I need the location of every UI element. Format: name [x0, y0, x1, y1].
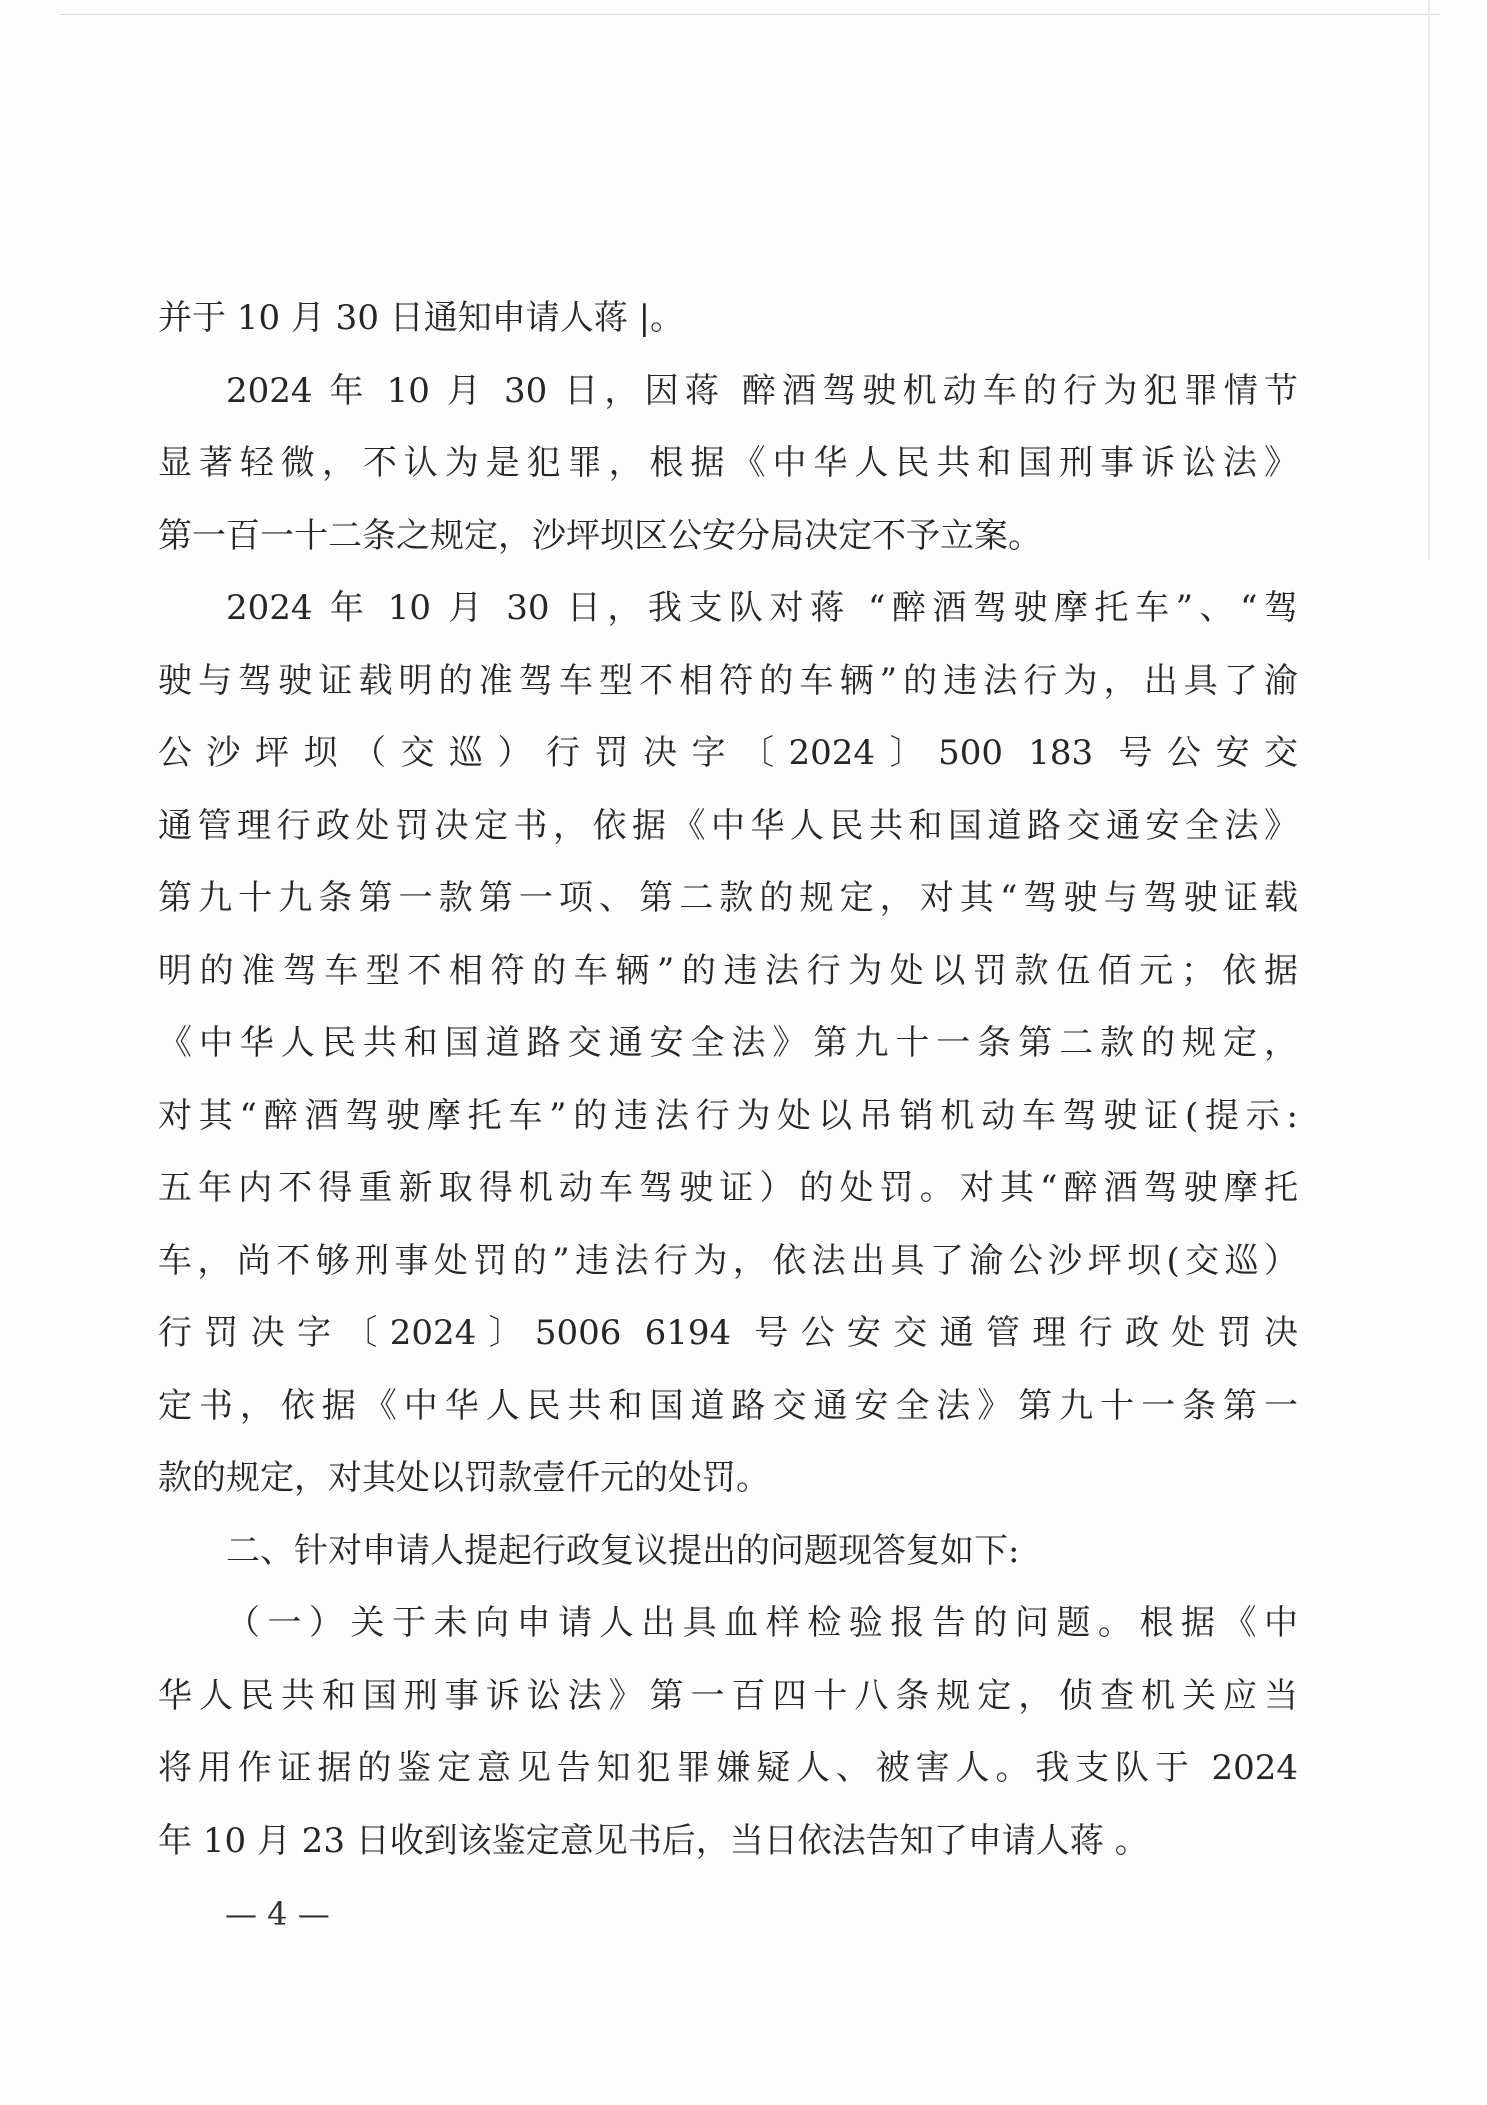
text-line: 《中华人民共和国道路交通安全法》第九十一条第二款的规定， [158, 1023, 1298, 1063]
text-line: 五年内不得重新取得机动车驾驶证）的处罚。对其“醉酒驾驶摩托 [158, 1168, 1298, 1208]
text-line: 对其“醉酒驾驶摩托车”的违法行为处以吊销机动车驾驶证(提示: [158, 1095, 1298, 1136]
text-line: 第九十九条第一款第一项、第二款的规定，对其“驾驶与驾驶证载 [158, 878, 1298, 918]
text-line: 将用作证据的鉴定意见告知犯罪嫌疑人、被害人。我支队于 2024 [158, 1748, 1298, 1788]
text-line: 年 10 月 23 日收到该鉴定意见书后，当日依法告知了申请人蒋 。 [158, 1820, 1149, 1861]
text-line: 款的规定，对其处以罚款壹仟元的处罚。 [158, 1458, 770, 1498]
text-line: 定书，依据《中华人民共和国道路交通安全法》第九十一条第一 [158, 1385, 1298, 1426]
text-line: 驶与驾驶证载明的准驾车型不相符的车辆”的违法行为，出具了渝 [158, 660, 1298, 701]
body-text [158, 282, 1298, 1877]
text-line: 显著轻微，不认为是犯罪，根据《中华人民共和国刑事诉讼法》 [158, 443, 1298, 483]
scan-edge-line [60, 14, 1440, 15]
text-line: 行罚决字〔2024〕5006 6194 号公安交通管理行政处罚决 [158, 1313, 1298, 1353]
page-number: — 4 — [225, 1895, 330, 1933]
text-line: 华人民共和国刑事诉讼法》第一百四十八条规定，侦查机关应当 [158, 1675, 1298, 1716]
text-line: （一）关于未向申请人出具血样检验报告的问题。根据《中 [226, 1603, 1298, 1643]
text-line: 明的准驾车型不相符的车辆”的违法行为处以罚款伍佰元；依据 [158, 950, 1298, 991]
text-line: 2024 年 10 月 30 日，因蒋 醉酒驾驶机动车的行为犯罪情节 [226, 370, 1298, 411]
text-line: 车，尚不够刑事处罚的”违法行为，依法出具了渝公沙坪坝(交巡） [158, 1240, 1298, 1281]
text-line: 第一百一十二条之规定，沙坪坝区公安分局决定不予立案。 [158, 515, 1042, 556]
text-line: 2024 年 10 月 30 日，我支队对蒋 “醉酒驾驶摩托车”、“驾 [226, 588, 1298, 628]
text-line: 通管理行政处罚决定书，依据《中华人民共和国道路交通安全法》 [158, 805, 1298, 846]
scan-edge-shadow [1428, 0, 1430, 560]
text-line: 并于 10 月 30 日通知申请人蒋 |。 [158, 298, 685, 338]
section-heading: 二、针对申请人提起行政复议提出的问题现答复如下: [226, 1530, 1020, 1571]
text-line: 公沙坪坝（交巡）行罚决字〔2024〕500 183 号公安交 [158, 733, 1298, 773]
